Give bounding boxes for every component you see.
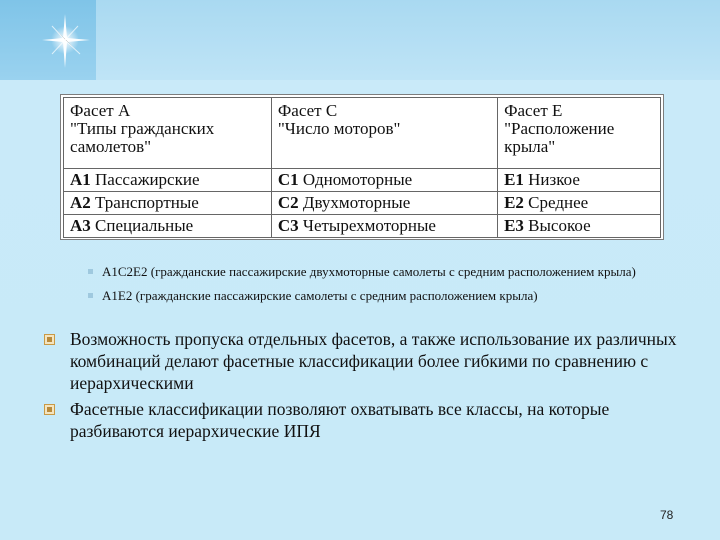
example-code: А1С2Е2 — [102, 264, 148, 279]
square-bullet-icon — [88, 269, 93, 274]
example-text: (гражданские пассажирские двухмоторные самолеты с средним расположением крыла) — [147, 264, 636, 279]
table-cell — [498, 169, 661, 192]
facet-value: Транспортные — [90, 193, 199, 212]
list-item — [88, 288, 688, 304]
facet-code: С1 — [277, 170, 299, 189]
facet-code: С3 — [277, 216, 299, 235]
table-cell — [498, 192, 661, 215]
square-bullet-icon — [44, 404, 55, 415]
facet-code: А1 — [70, 170, 91, 189]
main-bullet-list — [44, 328, 684, 446]
header-line: "Число моторов" — [277, 119, 401, 138]
facet-value: Низкое — [523, 170, 580, 189]
facet-code: С2 — [277, 193, 299, 212]
sparkle-icon — [30, 10, 100, 80]
facet-code: Е3 — [504, 216, 524, 235]
facet-code: Е1 — [504, 170, 524, 189]
facet-code: А2 — [70, 193, 91, 212]
table-cell — [271, 169, 497, 192]
facet-table-grid — [63, 97, 661, 238]
table-row — [64, 215, 661, 238]
table-cell — [64, 192, 272, 215]
header-line: "Типы гражданских — [70, 119, 215, 138]
header-line: Фасет С — [277, 101, 338, 120]
bullet-text: Фасетные классификации позволяют охватывать все классы, на которые разбиваются иерархические ИПЯ — [70, 399, 610, 441]
example-text: (гражданские пассажирские самолеты с средним расположением крыла) — [132, 288, 538, 303]
table-row — [64, 169, 661, 192]
square-bullet-icon — [88, 293, 93, 298]
example-list — [88, 264, 688, 312]
list-item — [44, 328, 684, 394]
list-item — [44, 398, 684, 442]
list-item — [88, 264, 688, 280]
table-cell — [498, 215, 661, 238]
facet-code: Е2 — [504, 193, 524, 212]
table-row — [64, 192, 661, 215]
table-header-row — [64, 98, 661, 169]
facet-value: Четырехмоторные — [298, 216, 436, 235]
facet-value: Одномоторные — [298, 170, 413, 189]
header-cell-facet-a — [64, 98, 272, 169]
table-cell — [64, 169, 272, 192]
square-bullet-icon — [44, 334, 55, 345]
header-line: "Расположение — [504, 119, 615, 138]
header-cell-facet-e — [498, 98, 661, 169]
header-cell-facet-c — [271, 98, 497, 169]
table-cell — [64, 215, 272, 238]
bullet-text: Возможность пропуска отдельных фасетов, а также использование их различных комбинаций делают фасетные классификации более гибкими по сравнению с иерархическими — [70, 329, 677, 393]
header-band — [0, 0, 720, 80]
facet-value: Специальные — [90, 216, 194, 235]
facet-code: А3 — [70, 216, 91, 235]
header-line: самолетов" — [70, 137, 152, 156]
table-cell — [271, 192, 497, 215]
header-line: Фасет А — [70, 101, 131, 120]
facet-value: Двухмоторные — [298, 193, 411, 212]
table-cell — [271, 215, 497, 238]
facet-value: Высокое — [523, 216, 591, 235]
facet-value: Среднее — [523, 193, 589, 212]
page-number: 78 — [660, 508, 674, 522]
example-code: А1Е2 — [102, 288, 133, 303]
facet-value: Пассажирские — [90, 170, 200, 189]
header-line: крыла" — [504, 137, 556, 156]
facet-table — [60, 94, 664, 240]
header-line: Фасет Е — [504, 101, 563, 120]
